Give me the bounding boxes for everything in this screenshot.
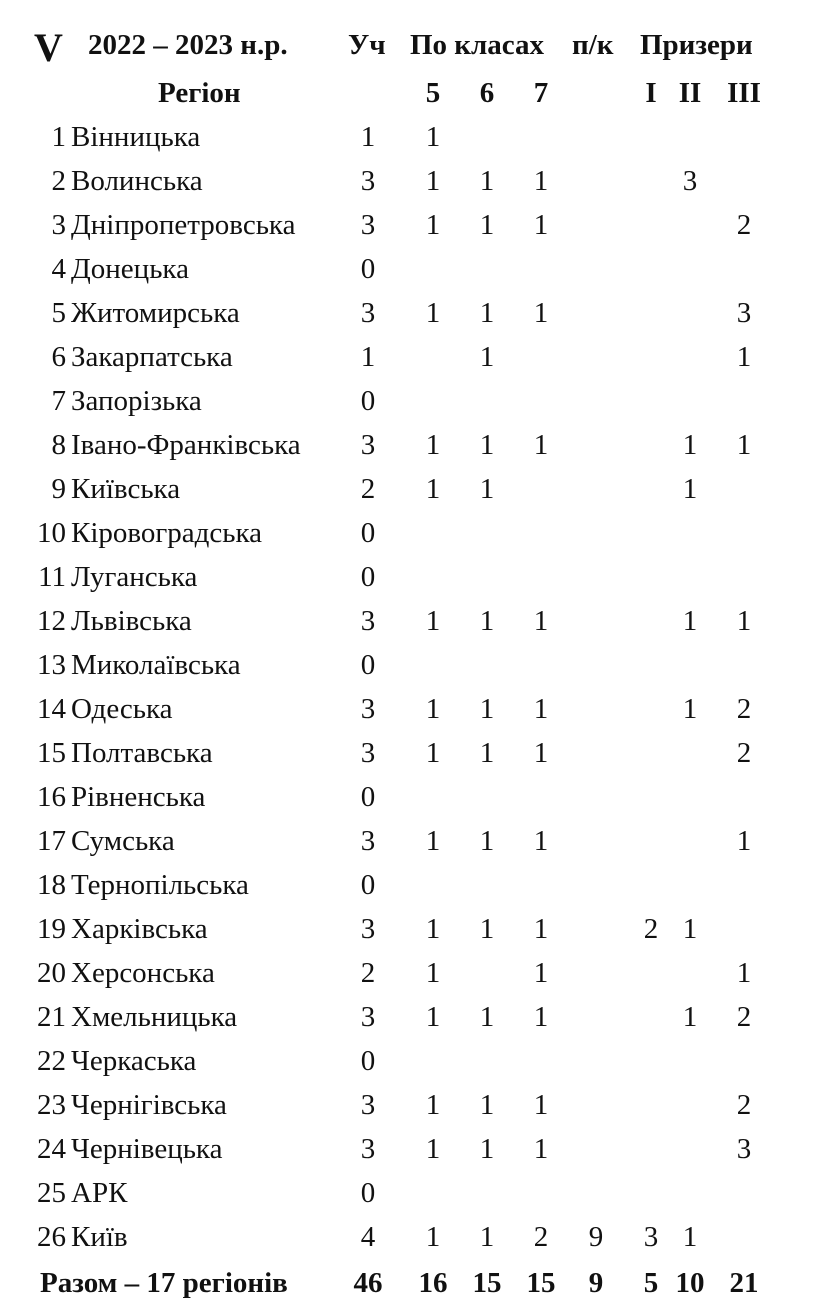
total-place-1: 5 — [643, 1267, 659, 1299]
row-number: 17 — [37, 825, 66, 857]
region-name: Львівська — [71, 605, 192, 637]
participants-cell: 3 — [360, 605, 376, 637]
participants-cell: 0 — [360, 385, 376, 417]
total-place-2: 10 — [675, 1267, 705, 1299]
region-name: Чернівецька — [71, 1133, 223, 1165]
place-3-cell: 2 — [736, 737, 752, 769]
row-number: 11 — [38, 561, 66, 593]
participants-cell: 3 — [360, 1133, 376, 1165]
grade-6-cell: 1 — [479, 297, 495, 329]
row-number: 12 — [37, 605, 66, 637]
participants-cell: 3 — [360, 825, 376, 857]
total-grade-5: 16 — [418, 1267, 448, 1299]
grade-5-cell: 1 — [425, 165, 441, 197]
place-3-cell: 1 — [736, 957, 752, 989]
grade-5-cell: 1 — [425, 605, 441, 637]
participants-cell: 2 — [360, 473, 376, 505]
place-2-cell: 1 — [682, 693, 698, 725]
grade-6-cell: 1 — [479, 209, 495, 241]
region-name: Тернопільська — [71, 869, 249, 901]
region-name: Київська — [71, 473, 181, 505]
participants-cell: 0 — [360, 649, 376, 681]
grade-7-cell: 1 — [533, 209, 549, 241]
row-number: 24 — [37, 1133, 66, 1165]
total-label: Разом – 17 регіонів — [40, 1267, 288, 1299]
grade-5-cell: 1 — [425, 473, 441, 505]
grade-7-cell: 1 — [533, 165, 549, 197]
participants-cell: 0 — [360, 517, 376, 549]
grade-6-header: 6 — [479, 77, 495, 109]
by-grade-header: По класах — [410, 29, 545, 61]
region-name: Одеська — [71, 693, 173, 725]
participants-cell: 0 — [360, 253, 376, 285]
row-number: 4 — [51, 253, 66, 285]
grade-7-cell: 2 — [533, 1221, 549, 1253]
grade-5-cell: 1 — [425, 1089, 441, 1121]
grade-7-cell: 1 — [533, 1001, 549, 1033]
grade-6-cell: 1 — [479, 473, 495, 505]
grade-6-cell: 1 — [479, 429, 495, 461]
place-3-cell: 3 — [736, 1133, 752, 1165]
row-number: 13 — [37, 649, 66, 681]
grade-7-cell: 1 — [533, 297, 549, 329]
place-2-cell: 1 — [682, 913, 698, 945]
grade-7-cell: 1 — [533, 429, 549, 461]
row-number: 7 — [51, 385, 66, 417]
place-3-cell: 1 — [736, 825, 752, 857]
region-name: Луганська — [71, 561, 198, 593]
place-1-header: I — [645, 77, 657, 109]
grade-7-cell: 1 — [533, 693, 549, 725]
region-name: Вінницька — [71, 121, 201, 153]
participants-cell: 0 — [360, 561, 376, 593]
place-3-header: III — [727, 77, 761, 109]
grade-7-cell: 1 — [533, 913, 549, 945]
row-number: 1 — [51, 121, 66, 153]
place-1-cell: 3 — [643, 1221, 659, 1253]
participants-cell: 0 — [360, 1045, 376, 1077]
place-3-cell: 2 — [736, 693, 752, 725]
row-number: 23 — [37, 1089, 66, 1121]
participants-cell: 0 — [360, 869, 376, 901]
participants-cell: 3 — [360, 913, 376, 945]
place-2-cell: 1 — [682, 1221, 698, 1253]
row-number: 21 — [37, 1001, 66, 1033]
region-name: Черкаська — [71, 1045, 197, 1077]
grade-5-cell: 1 — [425, 1001, 441, 1033]
grade-6-cell: 1 — [479, 1221, 495, 1253]
region-name: Закарпатська — [71, 341, 233, 373]
region-name: Рівненська — [71, 781, 206, 813]
grade-7-cell: 1 — [533, 1089, 549, 1121]
row-number: 16 — [37, 781, 66, 813]
place-3-cell: 2 — [736, 209, 752, 241]
grade-6-cell: 1 — [479, 913, 495, 945]
grade-6-cell: 1 — [479, 825, 495, 857]
pk-header: п/к — [572, 29, 614, 61]
grade-5-header: 5 — [425, 77, 441, 109]
region-name: Кіровоградська — [71, 517, 263, 549]
place-3-cell: 1 — [736, 605, 752, 637]
participants-cell: 3 — [360, 1001, 376, 1033]
region-name: Сумська — [71, 825, 175, 857]
grade-5-cell: 1 — [425, 429, 441, 461]
region-name: Івано-Франківська — [71, 429, 301, 461]
row-number: 6 — [51, 341, 66, 373]
grade-5-cell: 1 — [425, 1133, 441, 1165]
row-number: 15 — [37, 737, 66, 769]
edition-roman-numeral: V — [34, 25, 63, 70]
grade-7-cell: 1 — [533, 1133, 549, 1165]
total-participants: 46 — [353, 1267, 383, 1299]
grade-7-header: 7 — [533, 77, 549, 109]
place-3-cell: 2 — [736, 1089, 752, 1121]
region-name: Донецька — [71, 253, 189, 285]
grade-6-cell: 1 — [479, 341, 495, 373]
row-number: 22 — [37, 1045, 66, 1077]
place-2-cell: 1 — [682, 605, 698, 637]
grade-5-cell: 1 — [425, 737, 441, 769]
region-name: Херсонська — [71, 957, 215, 989]
row-number: 3 — [51, 209, 66, 241]
grade-5-cell: 1 — [425, 121, 441, 153]
row-number: 26 — [37, 1221, 66, 1253]
place-3-cell: 1 — [736, 429, 752, 461]
participants-cell: 3 — [360, 165, 376, 197]
participants-cell: 3 — [360, 1089, 376, 1121]
row-number: 14 — [37, 693, 66, 725]
region-name: Полтавська — [71, 737, 213, 769]
region-name: Чернігівська — [71, 1089, 227, 1121]
region-name: Київ — [71, 1221, 128, 1253]
participants-cell: 2 — [360, 957, 376, 989]
grade-7-cell: 1 — [533, 737, 549, 769]
participants-cell: 0 — [360, 781, 376, 813]
place-2-cell: 1 — [682, 429, 698, 461]
row-number: 18 — [37, 869, 66, 901]
participants-cell: 3 — [360, 693, 376, 725]
grade-6-cell: 1 — [479, 1089, 495, 1121]
participants-cell: 1 — [360, 121, 376, 153]
region-name: Хмельницька — [71, 1001, 238, 1033]
grade-5-cell: 1 — [425, 913, 441, 945]
participants-cell: 4 — [360, 1221, 376, 1253]
grade-6-cell: 1 — [479, 737, 495, 769]
place-1-cell: 2 — [643, 913, 659, 945]
grade-6-cell: 1 — [479, 1001, 495, 1033]
grade-5-cell: 1 — [425, 297, 441, 329]
row-number: 5 — [51, 297, 66, 329]
place-2-cell: 1 — [682, 473, 698, 505]
grade-7-cell: 1 — [533, 825, 549, 857]
school-year-title: 2022 – 2023 н.р. — [88, 29, 288, 61]
row-number: 9 — [51, 473, 66, 505]
place-3-cell: 3 — [736, 297, 752, 329]
pk-cell: 9 — [588, 1221, 604, 1253]
grade-6-cell: 1 — [479, 605, 495, 637]
total-grade-7: 15 — [526, 1267, 556, 1299]
place-2-header: II — [678, 77, 702, 109]
grade-5-cell: 1 — [425, 209, 441, 241]
row-number: 25 — [37, 1177, 66, 1209]
row-number: 20 — [37, 957, 66, 989]
region-name: Волинська — [71, 165, 203, 197]
grade-6-cell: 1 — [479, 693, 495, 725]
row-number: 10 — [37, 517, 66, 549]
participants-cell: 1 — [360, 341, 376, 373]
region-name: Запорізька — [71, 385, 202, 417]
row-number: 2 — [51, 165, 66, 197]
place-3-cell: 1 — [736, 341, 752, 373]
place-2-cell: 3 — [682, 165, 698, 197]
region-name: Житомирська — [71, 297, 240, 329]
grade-5-cell: 1 — [425, 825, 441, 857]
participants-header: Уч — [348, 29, 386, 61]
grade-6-cell: 1 — [479, 1133, 495, 1165]
participants-cell: 3 — [360, 297, 376, 329]
row-number: 19 — [37, 913, 66, 945]
grade-6-cell: 1 — [479, 165, 495, 197]
grade-7-cell: 1 — [533, 957, 549, 989]
total-pk: 9 — [588, 1267, 604, 1299]
participants-cell: 3 — [360, 429, 376, 461]
row-number: 8 — [51, 429, 66, 461]
region-header: Регіон — [158, 77, 241, 109]
total-place-3: 21 — [729, 1267, 759, 1299]
grade-5-cell: 1 — [425, 957, 441, 989]
winners-header: Призери — [640, 29, 753, 61]
place-3-cell: 2 — [736, 1001, 752, 1033]
region-name: АРК — [71, 1177, 128, 1209]
region-name: Миколаївська — [71, 649, 241, 681]
region-name: Дніпропетровська — [71, 209, 296, 241]
participants-cell: 3 — [360, 209, 376, 241]
participants-cell: 3 — [360, 737, 376, 769]
region-name: Харківська — [71, 913, 208, 945]
grade-5-cell: 1 — [425, 693, 441, 725]
place-2-cell: 1 — [682, 1001, 698, 1033]
grade-5-cell: 1 — [425, 1221, 441, 1253]
grade-7-cell: 1 — [533, 605, 549, 637]
total-grade-6: 15 — [472, 1267, 502, 1299]
participants-cell: 0 — [360, 1177, 376, 1209]
